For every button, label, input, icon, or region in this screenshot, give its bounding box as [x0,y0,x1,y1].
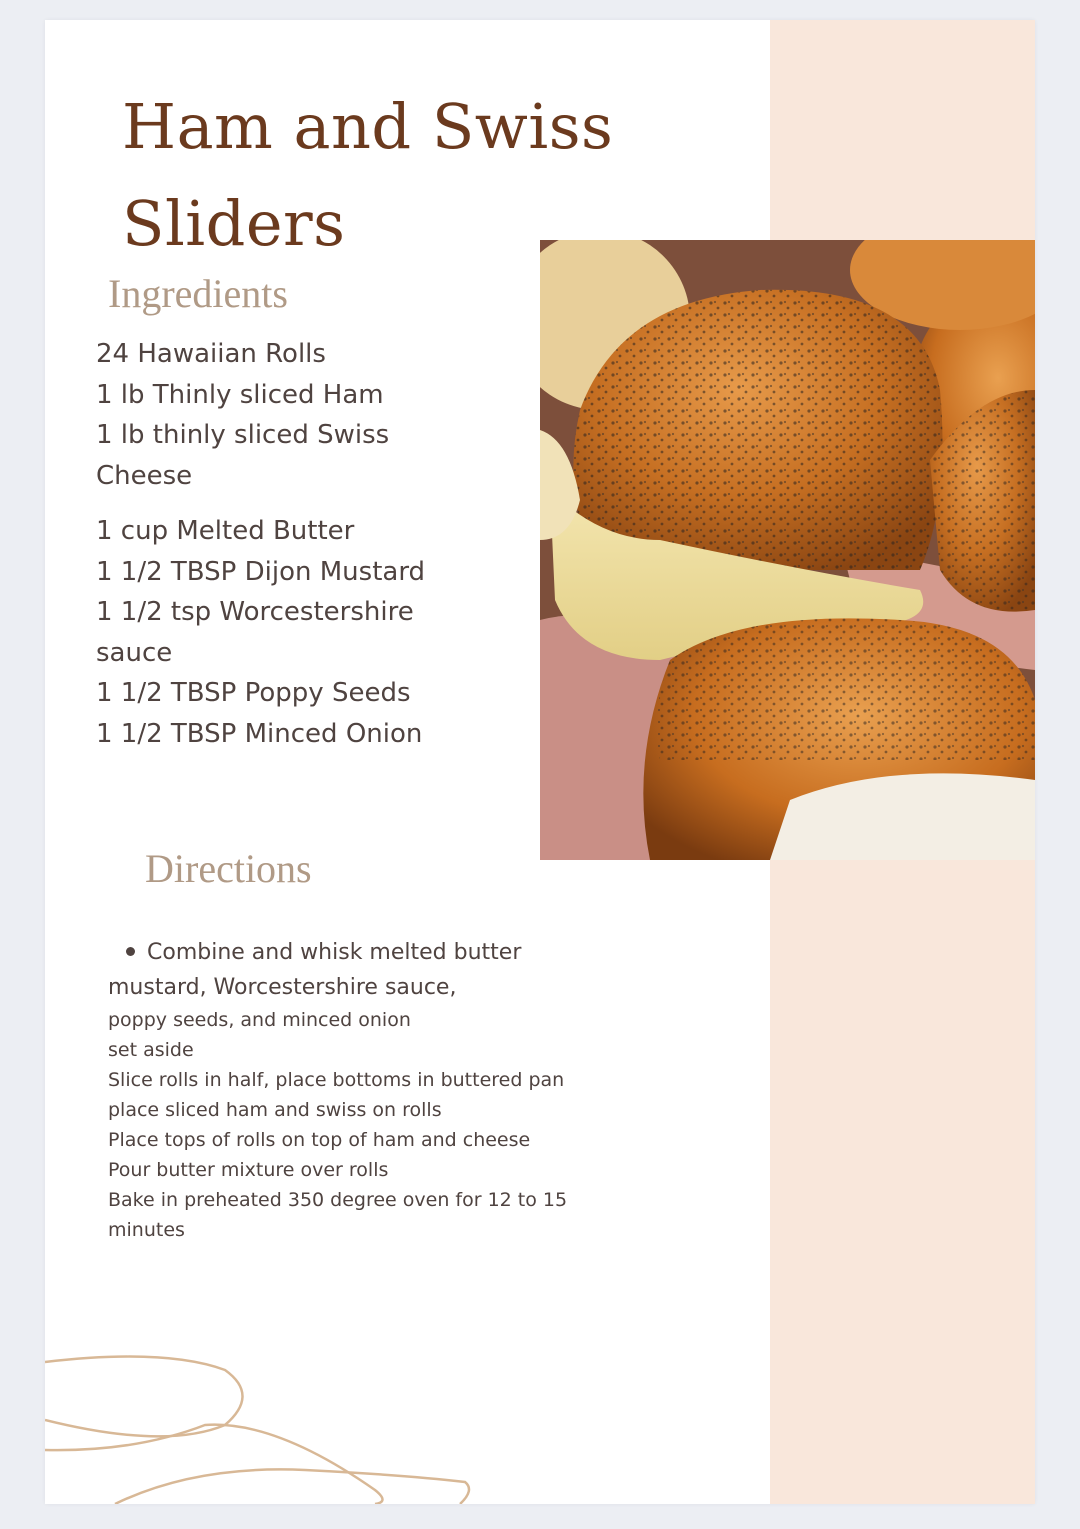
ingredient-item: 1 1/2 TBSP Poppy Seeds [96,678,411,708]
sliders-photo-illustration [540,240,1035,860]
decorative-squiggle-line [45,1340,485,1504]
direction-line: set aside [108,1039,194,1061]
ingredients-heading: Ingredients [108,271,288,316]
direction-line: Place tops of rolls on top of ham and cheese [108,1129,531,1151]
direction-line: place sliced ham and swiss on rolls [108,1099,442,1121]
ingredient-item: Cheese [96,460,193,491]
direction-line: mustard, Worcestershire sauce, [108,975,457,1000]
direction-line: poppy seeds, and minced onion [108,1009,411,1031]
direction-line: minutes [108,1219,185,1241]
ingredient-item: 1 1/2 TBSP Minced Onion [96,718,423,749]
ingredient-item: 1 1/2 tsp Worcestershire [96,597,414,627]
direction-line: Pour butter mixture over rolls [108,1159,389,1181]
ingredients-list [96,334,496,754]
direction-line: Combine and whisk melted butter [147,940,522,965]
ingredient-item: 24 Hawaiian Rolls [96,339,326,369]
direction-line: Bake in preheated 350 degree oven for 12 to 15 [108,1189,568,1211]
recipe-title-line-1: Ham and Swiss [122,90,614,163]
bullet-icon [126,947,135,956]
ingredient-item: 1 lb thinly sliced Swiss [96,420,390,450]
directions-body [108,935,628,1245]
ingredient-item: 1 cup Melted Butter [96,516,355,546]
sliders-photo [540,240,1035,860]
direction-line: Slice rolls in half, place bottoms in buttered pan [108,1069,565,1091]
ingredient-item: 1 lb Thinly sliced Ham [96,379,384,410]
ingredient-item: sauce [96,637,173,668]
recipe-title-line-2: Sliders [122,187,346,260]
ingredient-item: 1 1/2 TBSP Dijon Mustard [96,556,426,587]
recipe-card [45,20,1035,1504]
directions-heading: Directions [145,846,312,891]
directions-bullet-item [108,935,628,970]
